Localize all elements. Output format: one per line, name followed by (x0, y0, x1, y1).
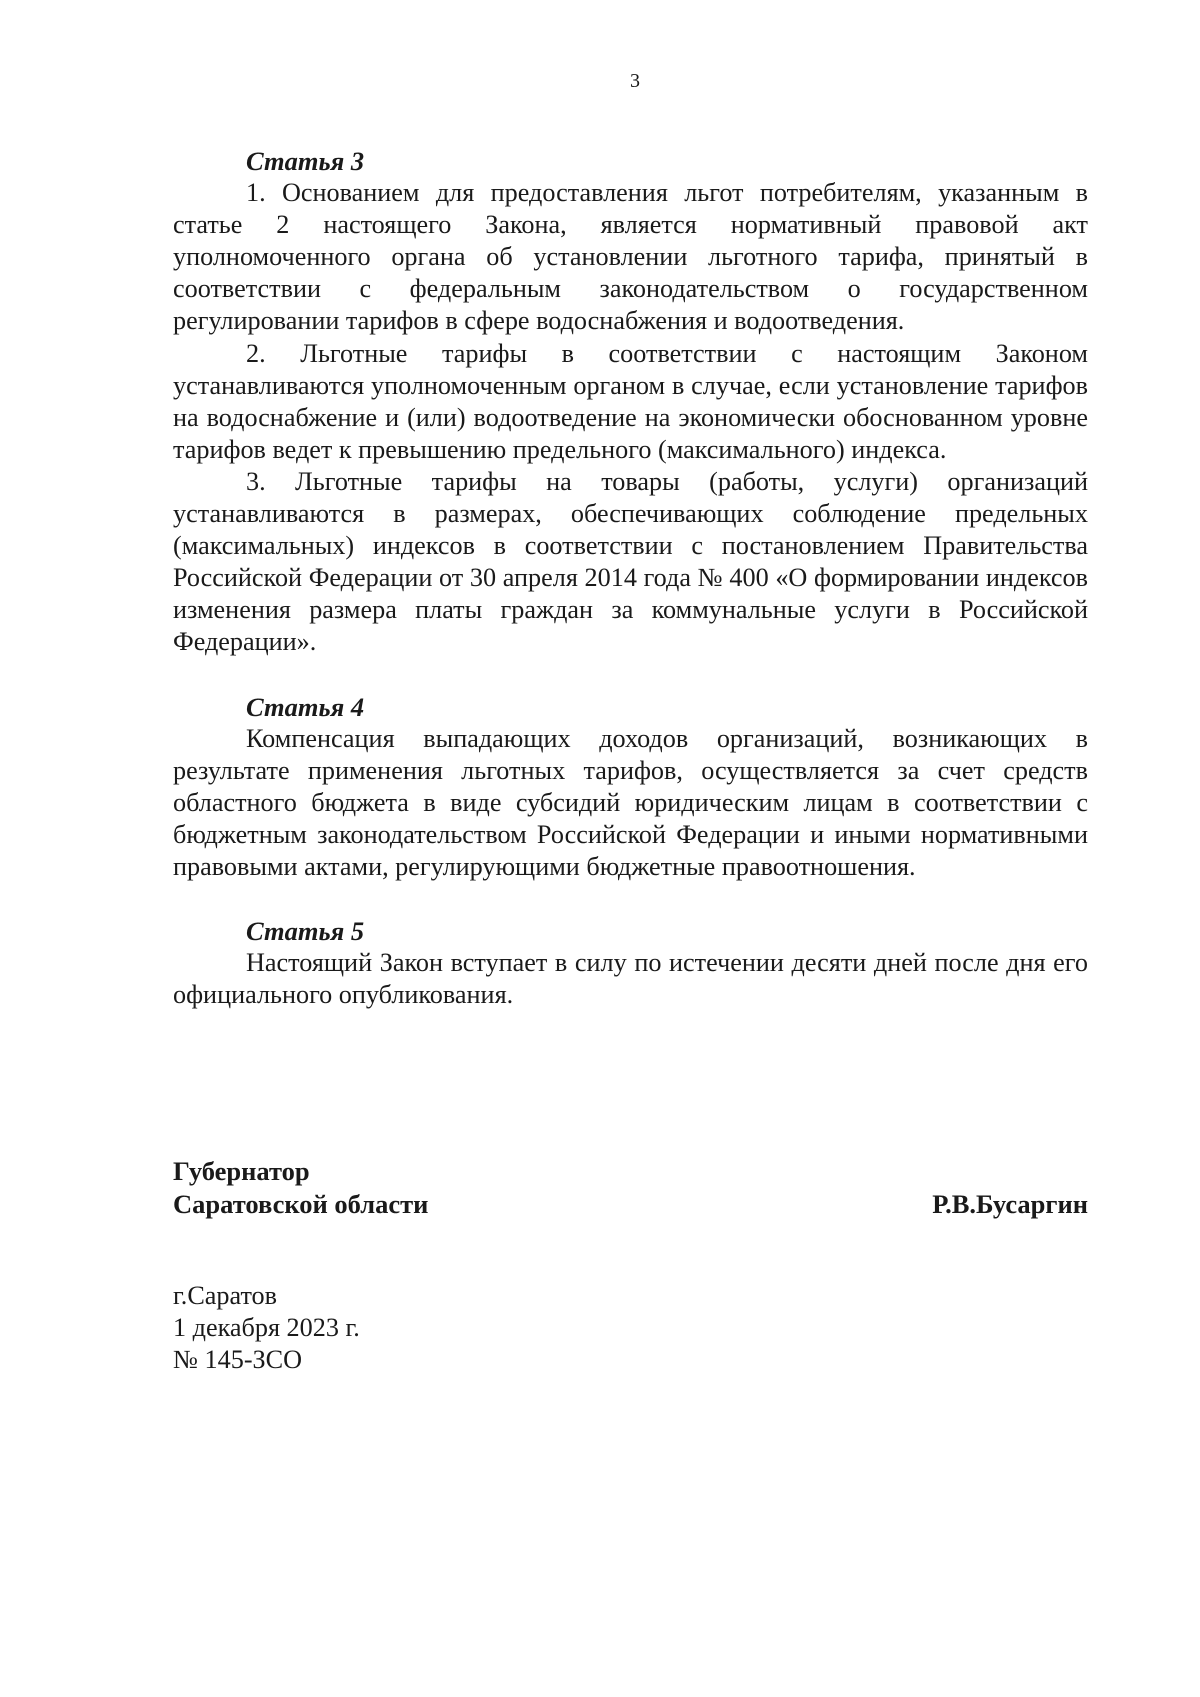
date: 1 декабря 2023 г. (173, 1313, 360, 1343)
article-paragraph: Компенсация выпадающих доходов организаций, возникающих в результате применения льготных тарифов, осуществляется за счет средств областного бюджета в виде субсидий юридическим лицам в соответствии с бюджетным законодательством Российской Федерации и иными нормативными правовыми актами, регулирующими бюджетные правоотношения. (173, 723, 1088, 881)
article-3 (173, 145, 1088, 659)
article-paragraph: 2. Льготные тарифы в соответствии с настоящим Законом устанавливаются уполномоченным органом в случае, если установление тарифов на водоснабжение и (или) водоотведение на экономически обоснованном уровне тарифов ведет к превышению предельного (максимального) индекса. (173, 338, 1088, 464)
article-title: Статья 4 (246, 691, 365, 722)
article-5 (173, 915, 1088, 1011)
spacer (173, 883, 1088, 915)
law-number: № 145-ЗСО (173, 1345, 303, 1375)
article-title: Статья 3 (246, 146, 365, 176)
signature-block (173, 1155, 1088, 1220)
spacer (173, 659, 1088, 691)
signatory-name: Р.В.Бусаргин (932, 1188, 1088, 1219)
article-title: Статья 5 (246, 916, 365, 947)
city: г.Саратов (173, 1281, 278, 1310)
article-paragraph: Настоящий Закон вступает в силу по истечении десяти дней после дня его официального опубликования. (173, 948, 1088, 1010)
signature-row (173, 1188, 1088, 1221)
place-date-block (173, 1280, 360, 1376)
article-paragraph: 1. Основанием для предоставления льгот потребителям, указанным в статье 2 настоящего Закона, является нормативный правовой акт уполномоченного органа об установлении льготного тарифа, принятый в соответствии с федеральным законодательством о государственном регулировании тарифов в сфере водоснабжения и водоотведения. (173, 178, 1088, 336)
article-4 (173, 691, 1088, 884)
document-body (173, 145, 1088, 1011)
article-paragraph: 3. Льготные тарифы на товары (работы, услуги) организаций устанавливаются в размерах, обеспечивающих соблюдение предельных (максимальных) индексов в соответствии с постановлением Правительства Российской Федерации от 30 апреля 2014 года № 400 «О формировании индексов изменения размера платы граждан за коммунальные услуги в Российской Федерации». (173, 466, 1088, 657)
signatory-position-line2: Саратовской области (173, 1188, 429, 1219)
page-number: 3 (630, 70, 640, 92)
signatory-position-line1: Губернатор (173, 1156, 310, 1186)
